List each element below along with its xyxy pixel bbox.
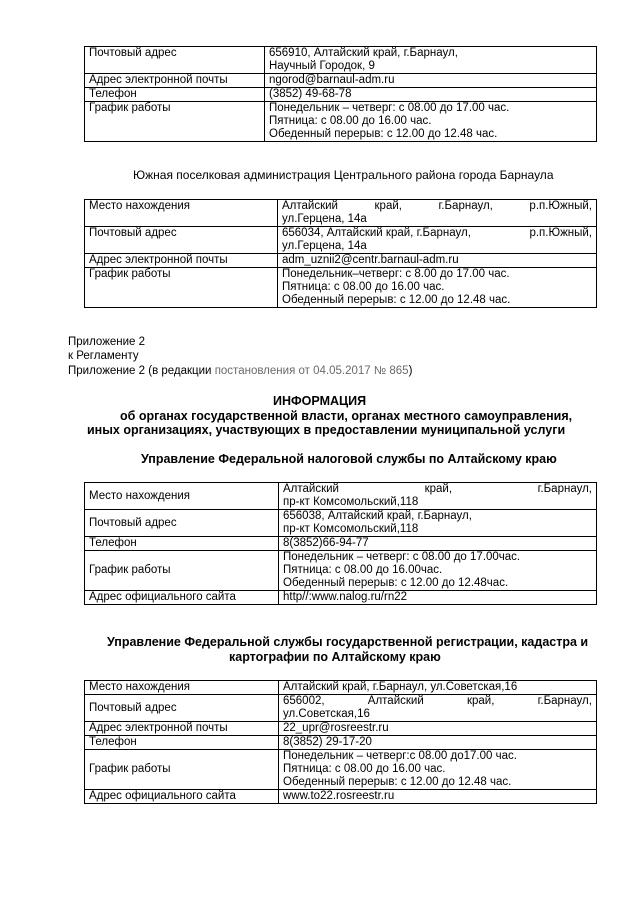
row-value (278, 227, 597, 254)
table-row (85, 200, 597, 227)
value-line: (3852) 49-68-78 (269, 88, 352, 100)
row-label: Телефон (85, 88, 265, 102)
row-value (265, 102, 597, 142)
row-value (279, 510, 597, 537)
section-title-tax-service: Управление Федеральной налоговой службы по Алтайскому краю (141, 452, 557, 466)
row-label: Адрес электронной почты (85, 74, 265, 88)
value-line: Алтайский край, г.Барнаул, р.п.Южный, (282, 200, 592, 212)
value-line: Научный Городок, 9 (269, 60, 375, 72)
row-label: Адрес электронной почты (85, 254, 278, 268)
row-value (279, 681, 597, 695)
table-row (85, 695, 597, 722)
row-value (279, 537, 597, 551)
value-line: Понедельник – четверг:с 08.00 до17.00 час. (283, 750, 517, 762)
info-subtitle-2: иных организациях, участвующих в предоставлении муниципальной услуги (87, 423, 566, 437)
value-line: 656002, Алтайский край, г.Барнаул, (283, 695, 592, 707)
value-line: Обеденный перерыв: с 12.00 до 12.48час. (283, 577, 509, 589)
table-row (85, 510, 597, 537)
table-row (85, 722, 597, 736)
row-label: Адрес электронной почты (85, 722, 279, 736)
row-value (265, 74, 597, 88)
row-label: Почтовый адрес (85, 47, 265, 74)
row-value (279, 483, 597, 510)
table-row (85, 227, 597, 254)
contact-table-rosreestr (84, 680, 597, 804)
row-label: Почтовый адрес (85, 510, 279, 537)
value-line: Обеденный перерыв: с 12.00 до 12.48 час. (283, 776, 512, 788)
table-row (85, 74, 597, 88)
table-row (85, 591, 597, 605)
table-row (85, 483, 597, 510)
table-row (85, 102, 597, 142)
decree-reference: постановления от 04.05.2017 № 865 (214, 365, 409, 377)
value-line: ул.Герцена, 14а (282, 240, 367, 252)
value-line: 22_upr@rosreestr.ru (283, 722, 389, 734)
value-line: Понедельник – четверг: с 08.00 до 17.00час. (283, 551, 521, 563)
row-value (278, 200, 597, 227)
value-line: http//:www.nalog.ru/rn22 (283, 591, 408, 603)
value-line: Понедельник–четверг: с 8.00 до 17.00 час. (282, 268, 510, 280)
value-line: Алтайский край, г.Барнаул, (283, 483, 592, 495)
contact-table-tax-service (84, 482, 597, 605)
contact-table-yuzhnaya (84, 199, 597, 308)
row-label: Место нахождения (85, 200, 278, 227)
row-label: График работы (85, 750, 279, 790)
value-line: ngorod@barnaul-adm.ru (269, 74, 395, 86)
row-value (279, 790, 597, 804)
value-line: ул.Советская,16 (283, 708, 370, 720)
info-title: ИНФОРМАЦИЯ (273, 394, 367, 408)
value-line: пр-кт Комсомольский,118 (283, 523, 419, 535)
row-label: График работы (85, 268, 278, 308)
table-row (85, 47, 597, 74)
row-value (279, 722, 597, 736)
row-value (265, 88, 597, 102)
row-label: Почтовый адрес (85, 227, 278, 254)
value-line: adm_uznii2@centr.barnaul-adm.ru (282, 254, 459, 266)
table-row (85, 790, 597, 804)
row-label: Телефон (85, 537, 279, 551)
table-row (85, 736, 597, 750)
value-line: 8(3852)66-94-77 (283, 537, 369, 549)
row-label: Место нахождения (85, 681, 279, 695)
table-row (85, 254, 597, 268)
row-value (279, 591, 597, 605)
appendix-line-2: к Регламенту (68, 350, 139, 362)
section-title-yuzhnaya: Южная поселковая администрация Центрального района города Барнаула (133, 168, 554, 182)
contact-table-nauchny-gorodok (84, 46, 597, 142)
value-line: Пятница: с 08.00 до 16.00час. (283, 564, 443, 576)
info-subtitle-1: об органах государственной власти, органах местного самоуправления, (120, 409, 573, 423)
value-line: ул.Герцена, 14а (282, 213, 367, 225)
row-label: Почтовый адрес (85, 695, 279, 722)
value-line: пр-кт Комсомольский,118 (283, 496, 419, 508)
row-label: График работы (85, 102, 265, 142)
value-line: 656038, Алтайский край, г.Барнаул, (283, 510, 472, 522)
value-line: 656034, Алтайский край, г.Барнаул, р.п.Южный, (282, 227, 592, 239)
table-row (85, 681, 597, 695)
section-title-rosreestr-2: картографии по Алтайскому краю (229, 650, 441, 664)
value-line: Обеденный перерыв: с 12.00 до 12.48 час. (269, 128, 498, 140)
row-value (279, 736, 597, 750)
value-line: Пятница: с 08.00 до 16.00 час. (283, 763, 446, 775)
row-value (279, 750, 597, 790)
row-label: График работы (85, 551, 279, 591)
section-title-rosreestr-1: Управление Федеральной службы государственной регистрации, кадастра и (107, 635, 589, 649)
table-row (85, 88, 597, 102)
value-line: Алтайский край, г.Барнаул, ул.Советская,16 (283, 681, 518, 693)
appendix-line-1: Приложение 2 (68, 336, 146, 348)
row-value (279, 551, 597, 591)
table-row (85, 551, 597, 591)
appendix-line-3: Приложение 2 (в редакции постановления от 04.05.2017 № 865) (68, 365, 413, 377)
row-value (265, 47, 597, 74)
row-value (278, 254, 597, 268)
row-value (279, 695, 597, 722)
value-line: 8(3852) 29-17-20 (283, 736, 372, 748)
row-label: Место нахождения (85, 483, 279, 510)
row-label: Адрес официального сайта (85, 790, 279, 804)
table-row (85, 750, 597, 790)
table-row (85, 537, 597, 551)
row-label: Адрес официального сайта (85, 591, 279, 605)
row-label: Телефон (85, 736, 279, 750)
value-line: www.to22.rosreestr.ru (283, 790, 395, 802)
value-line: Обеденный перерыв: с 12.00 до 12.48 час. (282, 294, 511, 306)
value-line: 656910, Алтайский край, г.Барнаул, (269, 47, 458, 59)
value-line: Пятница: с 08.00 до 16.00 час. (269, 115, 432, 127)
value-line: Пятница: с 08.00 до 16.00 час. (282, 281, 445, 293)
row-value (278, 268, 597, 308)
table-row (85, 268, 597, 308)
value-line: Понедельник – четверг: с 08.00 до 17.00 час. (269, 102, 510, 114)
